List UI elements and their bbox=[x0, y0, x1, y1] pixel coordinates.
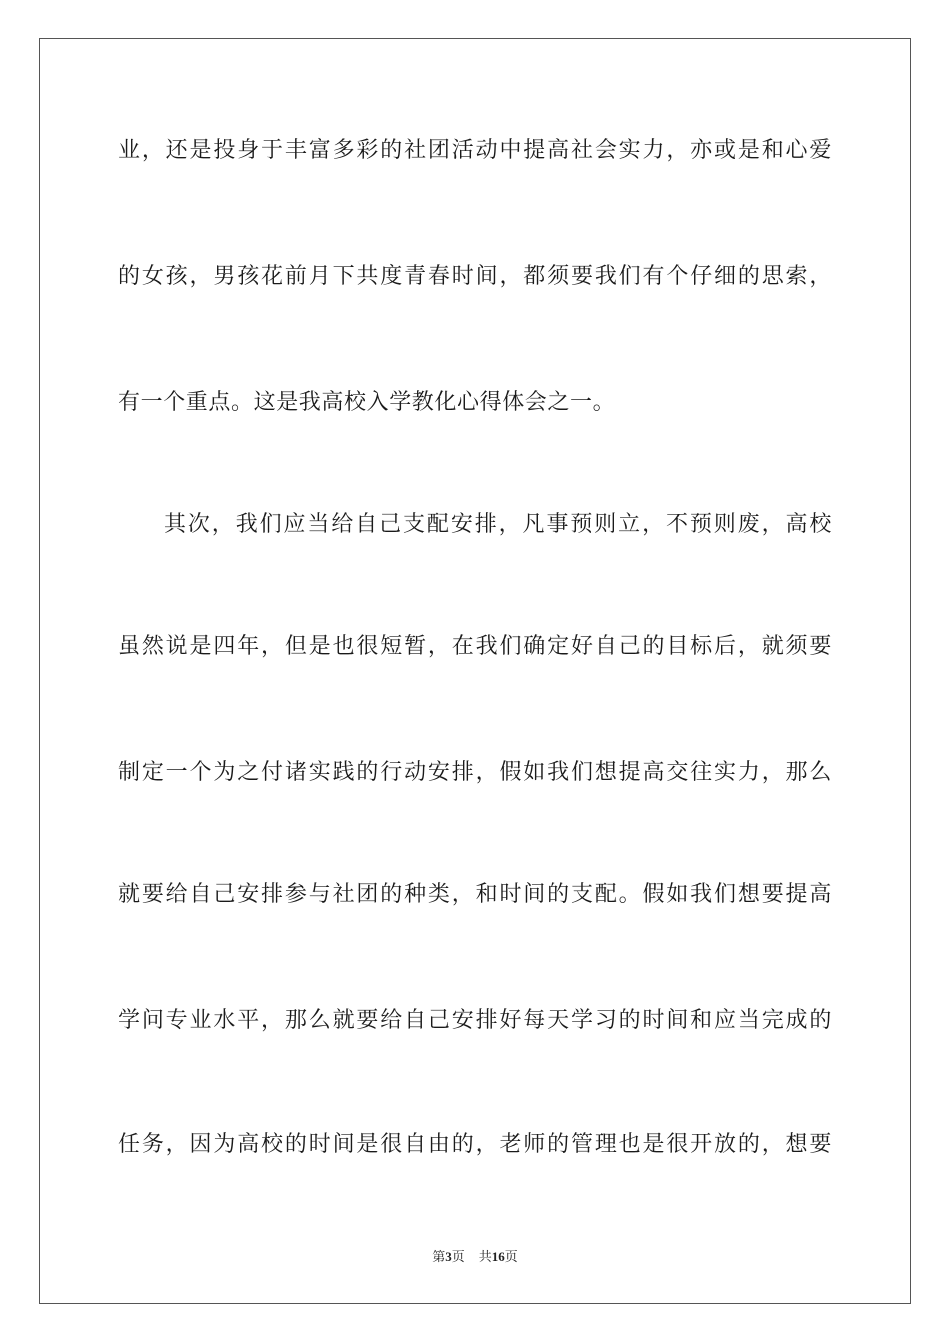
page-border bbox=[39, 38, 911, 1304]
paragraph-line-4: 其次，我们应当给自己支配安排，凡事预则立，不预则废，高校 bbox=[164, 512, 832, 537]
paragraph-line-3: 有一个重点。这是我高校入学教化心得体会之一。 bbox=[118, 390, 616, 415]
page-prefix: 第 bbox=[432, 1249, 446, 1264]
page-number: 3 bbox=[445, 1249, 452, 1264]
paragraph-line-7: 就要给自己安排参与社团的种类，和时间的支配。假如我们想要提高 bbox=[118, 882, 832, 907]
total-pages: 16 bbox=[491, 1249, 505, 1264]
page-suffix: 页 bbox=[451, 1249, 465, 1264]
paragraph-line-8: 学问专业水平，那么就要给自己安排好每天学习的时间和应当完成的 bbox=[118, 1008, 832, 1033]
page-footer bbox=[0, 1248, 950, 1266]
paragraph-line-5: 虽然说是四年，但是也很短暂，在我们确定好自己的目标后，就须要 bbox=[118, 634, 832, 659]
total-suffix: 页 bbox=[504, 1249, 518, 1264]
paragraph-line-1: 业，还是投身于丰富多彩的社团活动中提高社会实力，亦或是和心爱 bbox=[118, 138, 832, 163]
paragraph-line-2: 的女孩，男孩花前月下共度青春时间，都须要我们有个仔细的思索， bbox=[118, 264, 832, 289]
paragraph-line-9: 任务，因为高校的时间是很自由的，老师的管理也是很开放的，想要 bbox=[118, 1132, 832, 1157]
paragraph-line-6: 制定一个为之付诸实践的行动安排，假如我们想提高交往实力，那么 bbox=[118, 760, 832, 785]
total-prefix: 共 bbox=[478, 1249, 492, 1264]
